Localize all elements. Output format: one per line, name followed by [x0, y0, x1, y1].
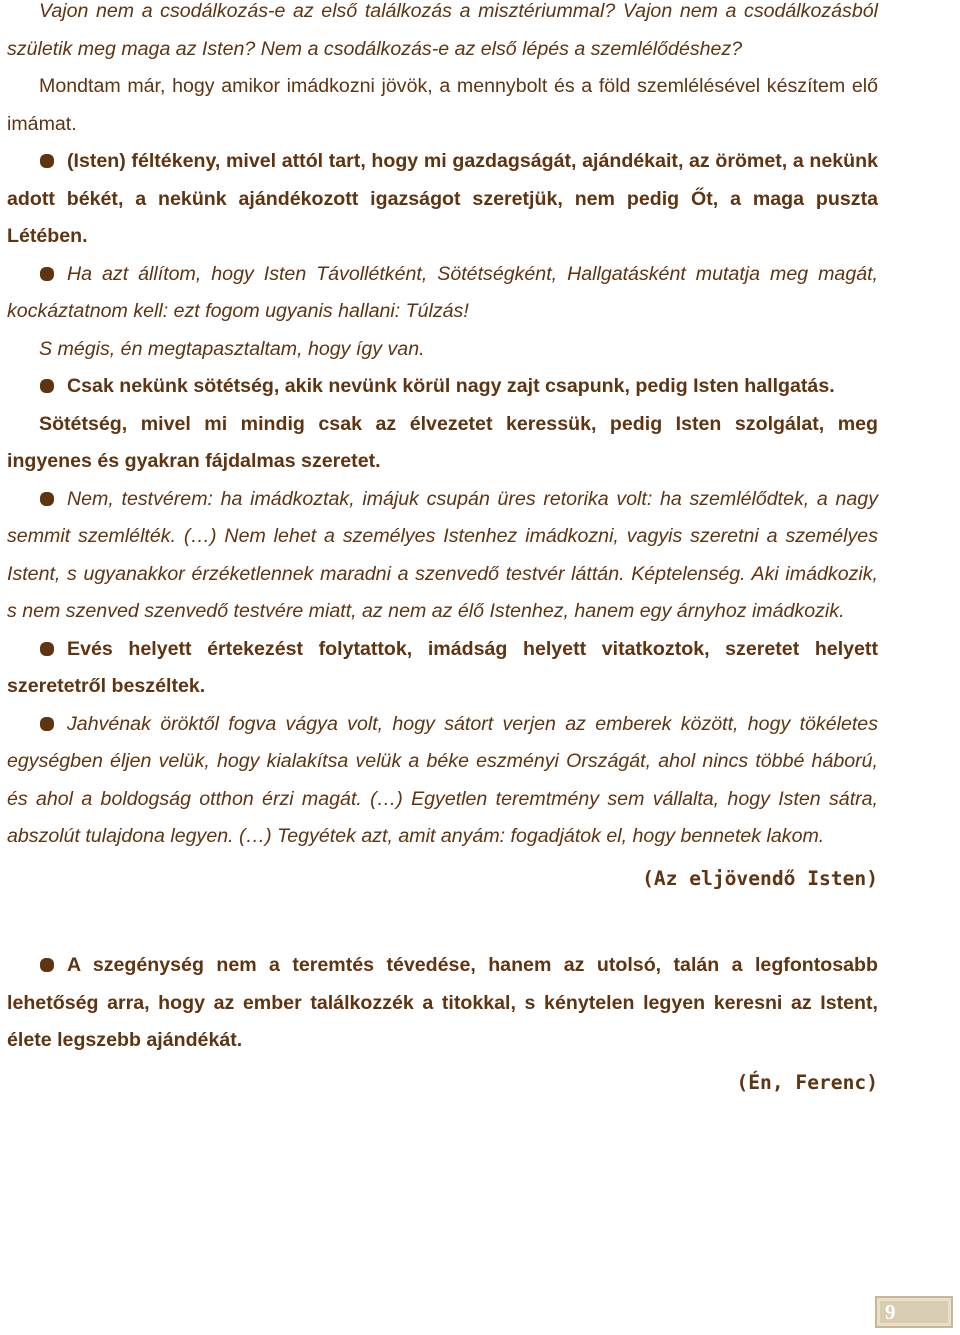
section-gap: [7, 897, 878, 947]
bullet-icon: [40, 958, 54, 972]
paragraph-list: [7, 0, 878, 856]
bullet-icon: [40, 154, 54, 168]
paragraph-text: Sötétség, mivel mi mindig csak az élvezetet keressük, pedig Isten szolgálat, meg ingyenes és gyakran fájdalmas szeretet.: [7, 412, 878, 472]
paragraph: [7, 481, 878, 631]
paragraph-text: Ha azt állítom, hogy Isten Távollétként, Sötétségként, Hallgatásként mutatja meg magát, kockáztatnom kell: ezt fogom ugyanis hallani: Túlzás!: [7, 262, 878, 322]
paragraph-last: [7, 947, 878, 1060]
signature-az-eljovendo-isten: (Az eljövendő Isten): [642, 866, 878, 890]
signature-en-ferenc: (Én, Ferenc): [736, 1070, 878, 1094]
bullet-icon: [40, 717, 54, 731]
paragraph-text: (Isten) féltékeny, mivel attól tart, hogy mi gazdagságát, ajándékait, az örömet, a nekünk adott békét, a nekünk ajándékozott igazságot szeretjük, nem pedig Őt, a maga puszta Létében.: [7, 150, 878, 247]
paragraph-text: Nem, testvérem: ha imádkoztak, imájuk csupán üres retorika volt: ha szemlélődtek, a nagy semmit szemlélték. (…) Nem lehet a személyes Istenhez imádkozni, vagyis szeretni a személyes Istent, s ugyanakkor érzéketlennek maradni a szenvedő testvér láttán. Képtelenség. Aki imádkozik, s nem szenved szenvedő testvére miatt, az nem az élő Istenhez, hanem egy árnyhoz imádkozik.: [7, 487, 878, 622]
bullet-icon: [40, 642, 54, 656]
paragraph: [7, 256, 878, 331]
page-number-badge: 9: [875, 1296, 953, 1328]
paragraph: [7, 706, 878, 856]
paragraph-text: S mégis, én megtapasztaltam, hogy így van.: [39, 337, 425, 360]
paragraph-container-last: [7, 947, 878, 1060]
paragraph: [7, 331, 878, 369]
paragraph-text: A szegénység nem a teremtés tévedése, hanem az utolsó, talán a legfontosabb lehetőség arra, hogy az ember találkozzék a titokkal, s kénytelen legyen keresni az Istent, élete legszebb ajándékát.: [7, 954, 878, 1051]
paragraph: [7, 68, 878, 143]
paragraph: [7, 0, 878, 68]
paragraph-text: Csak nekünk sötétség, akik nevünk körül nagy zajt csapunk, pedig Isten hallgatás.: [67, 375, 835, 397]
paragraph: [7, 368, 878, 406]
paragraph-text: Vajon nem a csodálkozás-e az első találkozás a misztériummal? Vajon nem a csodálkozásból születik meg maga az Isten? Nem a csodálkozás-e az első lépés a szemlélődéshez?: [7, 0, 878, 60]
paragraph-text: Evés helyett értekezést folytattok, imádság helyett vitatkoztok, szeretet helyett szeretetről beszéltek.: [7, 637, 878, 697]
paragraph-text: Jahvénak öröktől fogva vágya volt, hogy sátort verjen az emberek között, hogy tökéletes egységben éljen velük, hogy kialakítsa velük a béke eszményi Országát, ahol nincs többé háború, és ahol a boldogság otthon érzi magát. (…) Egyetlen teremtmény sem vállalta, hogy Isten sátra, abszolút tulajdona legyen. (…) Tegyétek azt, amit anyám: fogadjátok el, hogy bennetek lakom.: [7, 712, 878, 847]
paragraph: [7, 631, 878, 706]
bullet-icon: [40, 267, 54, 281]
paragraph: [7, 143, 878, 256]
paragraph: [7, 406, 878, 481]
bullet-icon: [40, 492, 54, 506]
document-body: [7, 0, 878, 1101]
bullet-icon: [40, 379, 54, 393]
paragraph-text: Mondtam már, hogy amikor imádkozni jövök, a mennybolt és a föld szemlélésével készítem elő imámat.: [7, 75, 878, 135]
